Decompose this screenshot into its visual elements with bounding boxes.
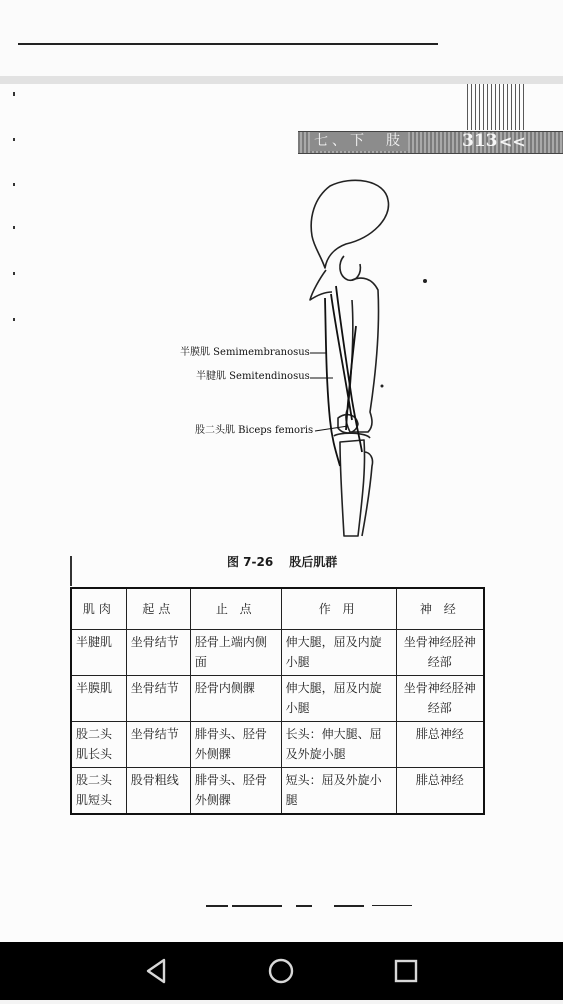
tibia-upper-end	[334, 433, 370, 438]
cell-muscle: 半膜肌	[71, 676, 126, 722]
page-number: 313	[462, 131, 498, 151]
table-header-row	[71, 588, 484, 630]
cell-origin: 股骨粗线	[126, 768, 190, 814]
pelvis-outline	[311, 180, 388, 268]
speck	[423, 279, 427, 283]
table-row	[71, 768, 484, 814]
header-insertion: 止 点	[190, 588, 281, 630]
label-biceps-femoris: 股二头肌 Biceps femoris	[195, 425, 314, 436]
cell-action: 伸大腿，屈及内旋小腿	[281, 676, 396, 722]
cell-origin: 坐骨结节	[126, 676, 190, 722]
fibula	[362, 452, 373, 536]
header-nerve: 神 经	[396, 588, 484, 630]
recents-icon	[376, 942, 436, 1000]
label-semimembranosus: 半膜肌 Semimembranosus	[180, 347, 310, 358]
footer-dash	[334, 905, 364, 907]
header-action: 作 用	[281, 588, 396, 630]
cell-muscle: 股二头肌短头	[71, 768, 126, 814]
footer-dash	[206, 905, 228, 907]
cell-muscle: 股二头肌长头	[71, 722, 126, 768]
header-origin: 起点	[126, 588, 190, 630]
back-button[interactable]	[126, 942, 186, 1000]
cell-nerve: 坐骨神经胫神经部	[396, 676, 484, 722]
speck	[381, 385, 384, 388]
home-icon	[251, 942, 311, 1000]
femur-head	[340, 256, 360, 280]
cell-insertion: 胫骨上端内侧面	[190, 630, 281, 676]
caption-title: 股后肌群	[289, 555, 338, 569]
cell-nerve: 腓总神经	[396, 722, 484, 768]
cell-origin: 坐骨结节	[126, 630, 190, 676]
tibia	[340, 440, 365, 536]
caption-number: 图 7-26	[227, 555, 274, 569]
cell-action: 伸大腿，屈及内旋小腿	[281, 630, 396, 676]
footer-dash	[232, 905, 282, 907]
cell-insertion: 腓骨头、胫骨外侧髁	[190, 768, 281, 814]
cell-insertion: 胫骨内侧髁	[190, 676, 281, 722]
footer-dash	[296, 905, 312, 907]
android-navigation-bar	[0, 942, 563, 1000]
figure-caption	[227, 553, 353, 570]
back-icon	[126, 942, 186, 1000]
cell-insertion: 腓骨头、胫骨外侧髁	[190, 722, 281, 768]
ischium-outline	[310, 270, 332, 300]
home-button[interactable]	[251, 942, 311, 1000]
header-muscle: 肌肉	[71, 588, 126, 630]
cell-muscle: 半腱肌	[71, 630, 126, 676]
muscle-table	[70, 587, 485, 815]
cell-action: 短头：屈及外旋小腿	[281, 768, 396, 814]
cell-nerve: 坐骨神经胫神经部	[396, 630, 484, 676]
cell-origin: 坐骨结节	[126, 722, 190, 768]
cell-nerve: 腓总神经	[396, 768, 484, 814]
cell-action: 长头：伸大腿、屈及外旋小腿	[281, 722, 396, 768]
table-row	[71, 676, 484, 722]
chapter-title: 七、下 肢	[310, 132, 408, 151]
footer-dash	[372, 905, 412, 906]
page-chevron: <<	[499, 132, 526, 151]
semimembranosus-line	[325, 298, 340, 466]
table-row	[71, 722, 484, 768]
recents-button[interactable]	[376, 942, 436, 1000]
margin-mark	[70, 556, 72, 586]
label-semitendinosus: 半腱肌 Semitendinosus	[196, 371, 310, 382]
table-row	[71, 630, 484, 676]
